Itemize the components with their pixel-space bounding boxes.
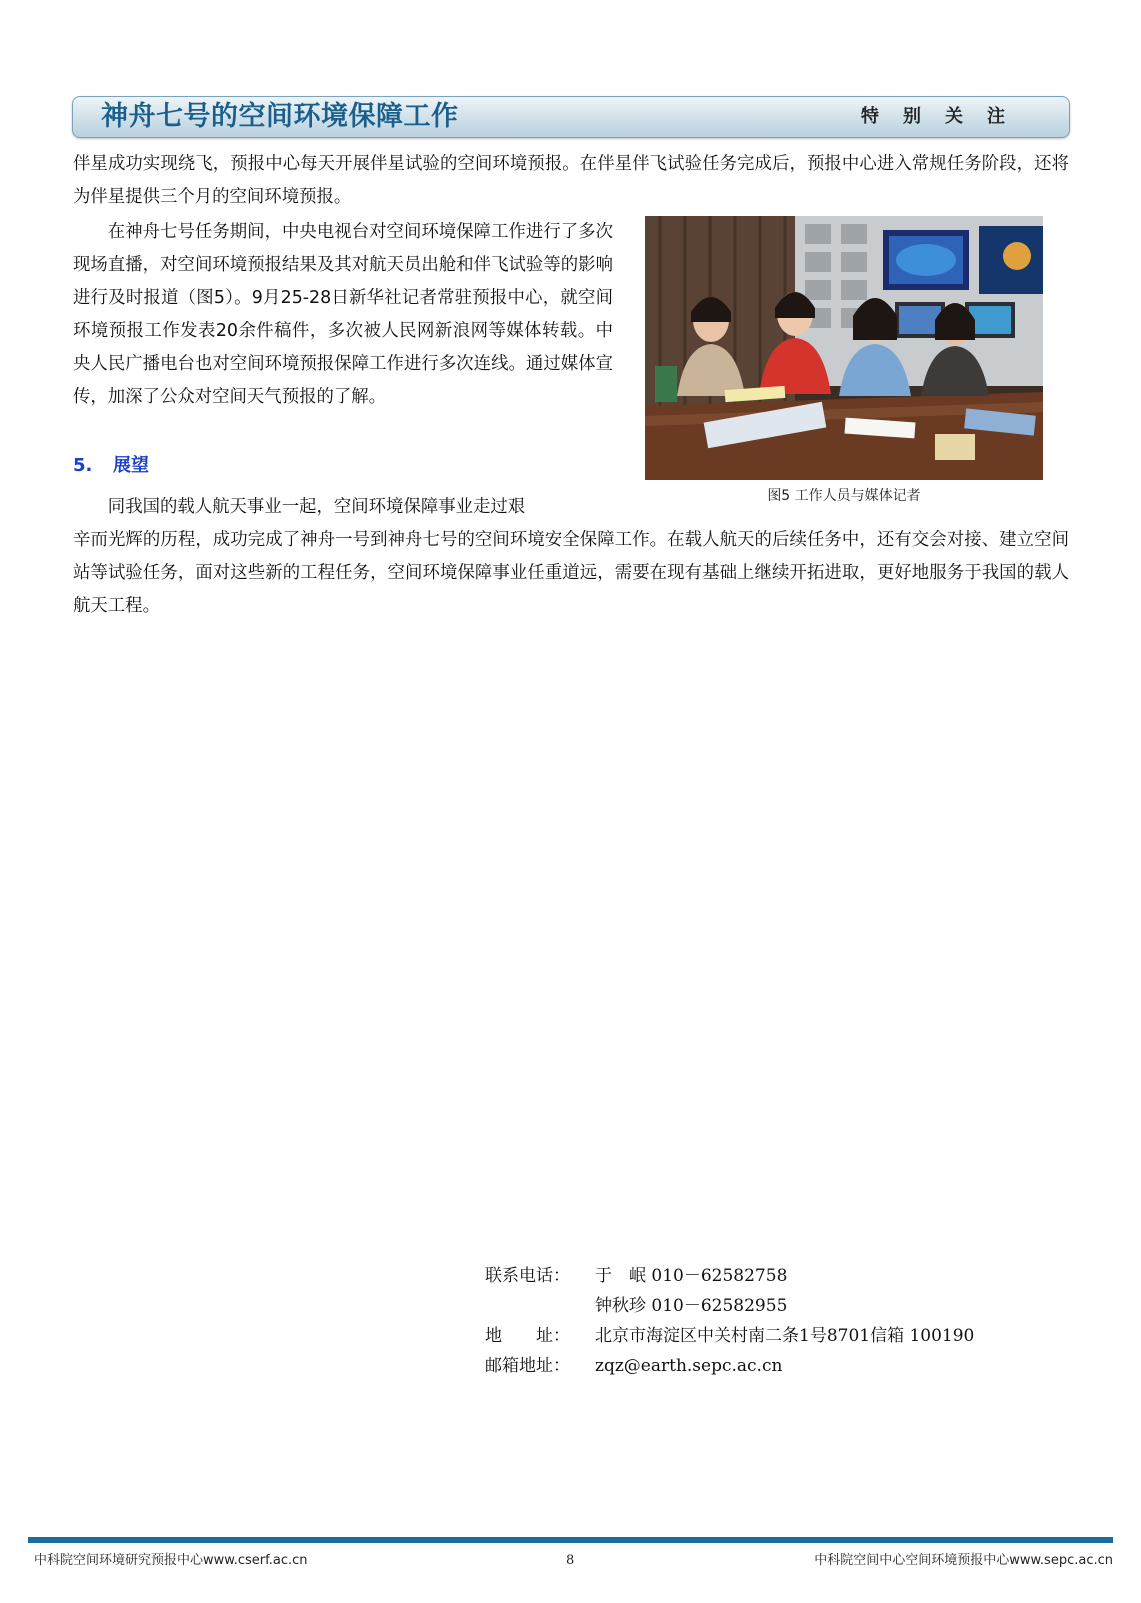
phone-value-2: 钟秋珍 010－62582955 — [595, 1296, 788, 1316]
phone-label: 联系电话： — [485, 1266, 570, 1286]
email-value: zqz@earth.sepc.ac.cn — [595, 1356, 783, 1376]
section-header-bar — [72, 96, 1070, 138]
column-tag: 特别关注 — [861, 106, 1029, 127]
footer-divider — [28, 1537, 1113, 1543]
paragraph-media-coverage: 在神舟七号任务期间，中央电视台对空间环境保障工作进行了多次现场直播，对空间环境预报结果及其对航天员出舱和伴飞试验等的影响进行及时报道（图5）。9月25-28日新华社记者常驻预报中心，就空间环境预报工作发表20余件稿件，多次被人民网新浪网等媒体转载。中央人民广播电台也对空间环境预报保障工作进行多次连线。通过媒体宣传，加深了公众对空间天气预报的了解。 — [73, 222, 613, 407]
footer-right-org: 中科院空间中心空间环境预报中心www.sepc.ac.cn — [814, 1553, 1113, 1568]
section-title: 展望 — [113, 455, 149, 476]
address-value: 北京市海淀区中关村南二条1号8701信箱 100190 — [595, 1326, 975, 1346]
page-number: 8 — [566, 1553, 575, 1568]
paragraph-outlook-first-line: 同我国的载人航天事业一起，空间环境保障事业走过艰 — [107, 497, 526, 517]
phone-value-1: 于 岷 010－62582758 — [595, 1266, 788, 1286]
email-label: 邮箱地址： — [485, 1356, 570, 1376]
paragraph-satellite: 伴星成功实现绕飞，预报中心每天开展伴星试验的空间环境预报。在伴星伴飞试验任务完成后，预报中心进入常规任务阶段，还将为伴星提供三个月的空间环境预报。 — [73, 154, 1069, 207]
footer-left-org: 中科院空间环境研究预报中心www.cserf.ac.cn — [34, 1553, 308, 1568]
page-title: 神舟七号的空间环境保障工作 — [101, 101, 459, 132]
figure-photo-staff-and-reporters — [645, 216, 1043, 480]
figure-caption: 图5 工作人员与媒体记者 — [767, 488, 921, 504]
section-number: 5. — [73, 455, 93, 476]
address-label: 地 址： — [485, 1326, 570, 1346]
paragraph-outlook-rest: 辛而光辉的历程，成功完成了神舟一号到神舟七号的空间环境安全保障工作。在载人航天的后续任务中，还有交会对接、建立空间站等试验任务，面对这些新的工程任务，空间环境保障事业任重道远，需要在现有基础上继续开拓进取，更好地服务于我国的载人航天工程。 — [73, 530, 1069, 616]
paragraph-outlook — [73, 491, 1069, 623]
section-heading-outlook — [73, 452, 149, 480]
